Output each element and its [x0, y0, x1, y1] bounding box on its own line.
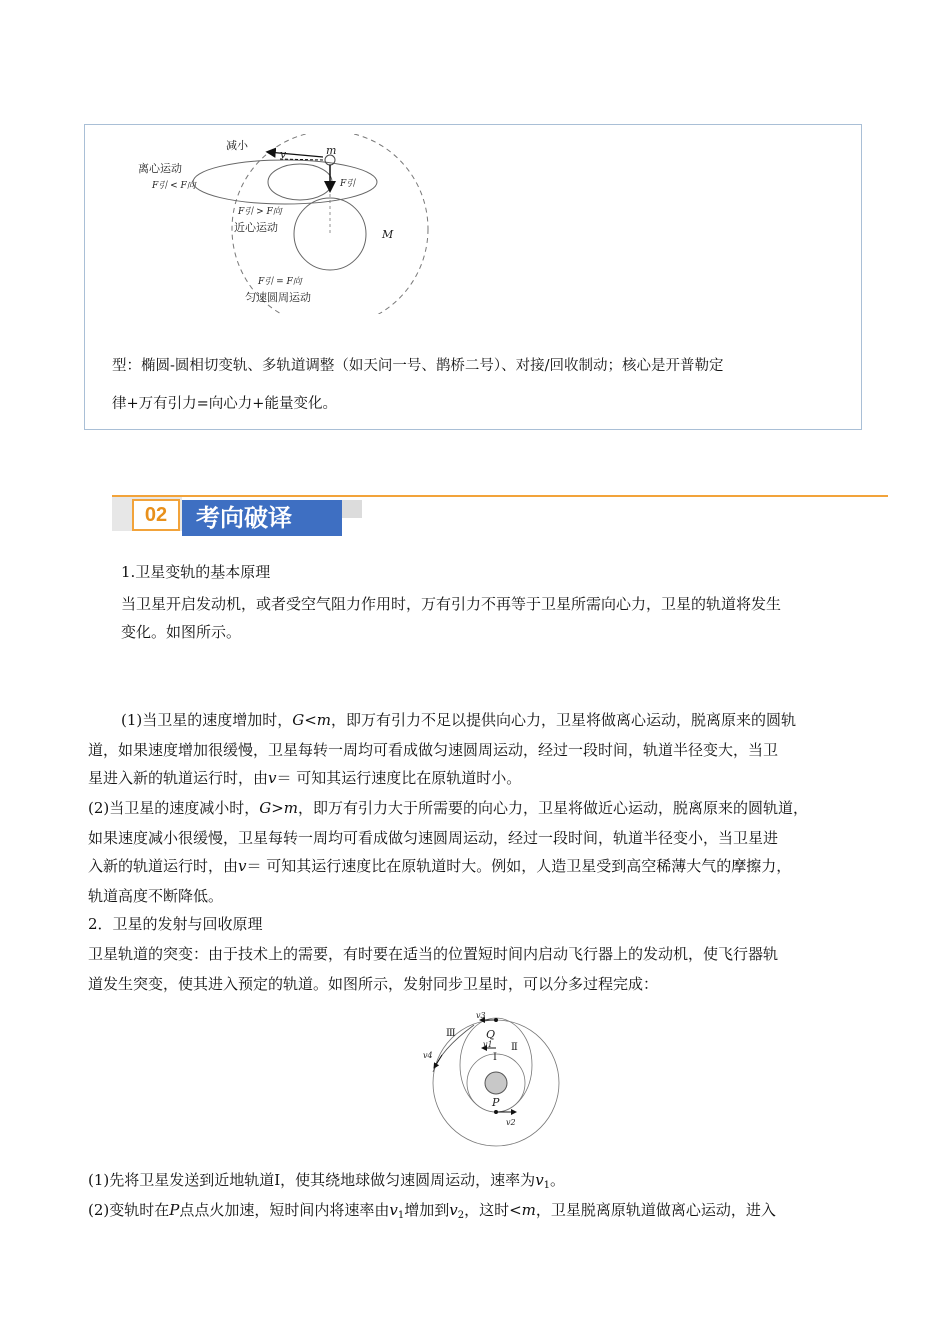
step1-line: (1)先将卫星发送到近地轨道Ⅰ，使其绕地球做匀速圆周运动，速率为$v_1$。 [88, 1171, 566, 1191]
label-II: Ⅱ [511, 1042, 518, 1053]
label-decrease: 减小 [226, 139, 248, 152]
para2-line4: 轨道高度不断降低。 [88, 887, 224, 905]
para2-line1: (2)当卫星的速度减小时，G>m，即万有引力大于所需要的向心力，卫星将做近心运动，脱离原来的圆轨道， [88, 799, 809, 817]
label-uniform-cond: F引 = F向 [258, 277, 302, 287]
label-F-gravity: F引 [340, 179, 356, 189]
step2-line: (2)变轨时在P点点火加速，短时间内将速率由$v_1$增加到$v_2$，这时<m，卫星脱离原轨道做离心运动，进入 [88, 1201, 776, 1221]
para1-line3: 星进入新的轨道运行时，由v＝ 可知其运行速度比在原轨道时小。 [88, 769, 522, 787]
section-header [112, 495, 888, 545]
section1-intro-line1: 当卫星开启发动机，或者受空气阻力作用时，万有引力不再等于卫星所需向心力，卫星的轨道将发生 [121, 595, 782, 613]
label-v2: v2 [506, 1118, 516, 1127]
label-m: m [326, 144, 337, 157]
box-text-line2: 律+万有引力=向心力+能量变化。 [112, 396, 337, 412]
label-v4: v4 [423, 1051, 433, 1060]
para1-line1: (1)当卫星的速度增加时，G<m，即万有引力不足以提供向心力，卫星将做离心运动，脱离原来的圆轨 [121, 711, 797, 729]
header-accent-line [112, 495, 888, 497]
label-v3: v3 [476, 1011, 486, 1020]
label-centrifugal: 离心运动 [138, 162, 182, 175]
label-v: v [280, 148, 287, 161]
label-I: Ⅰ [493, 1052, 497, 1063]
para1-line2: 道，如果速度增加很缓慢，卫星每转一周均可看成做匀速圆周运动，经过一段时间，轨道半径变大，当卫 [88, 741, 779, 759]
label-P: P [492, 1096, 500, 1109]
section2-line1: 卫星轨道的突变：由于技术上的需要，有时要在适当的位置短时间内启动飞行器上的发动机，使飞行器轨 [88, 945, 779, 963]
section-title: 考向破译 [182, 500, 342, 536]
centripetal-orbit [268, 164, 332, 200]
section-number: 02 [132, 499, 180, 531]
label-centripetal: 近心运动 [234, 221, 278, 234]
section2-heading: 2．卫星的发射与回收原理 [88, 915, 263, 933]
header-gray-bar [342, 500, 362, 518]
label-M: M [382, 228, 394, 241]
label-uniform: 匀速圆周运动 [245, 291, 311, 304]
box-text-line1: 型：椭圆-圆相切变轨、多轨道调整（如天问一号、鹊桥二号）、对接/回收制动；核心是开普勒定 [112, 358, 724, 374]
earth [485, 1072, 507, 1094]
label-Q: Q [486, 1028, 496, 1041]
orbit-change-diagram [130, 134, 440, 314]
section2-line2: 道发生突变，使其进入预定的轨道。如图所示，发射同步卫星时，可以分多过程完成： [88, 975, 659, 993]
section1-intro-line2: 变化。如图所示。 [121, 623, 242, 641]
label-v1: v1 [483, 1040, 493, 1049]
para2-line3: 入新的轨道运行时，由v＝ 可知其运行速度比在原轨道时大。例如，人造卫星受到高空稀薄大气的摩擦力， [88, 857, 792, 875]
satellite-launch-diagram [420, 1010, 570, 1148]
label-centripetal-cond: F引 > F向 [238, 207, 282, 217]
section1-heading: 1.卫星变轨的基本原理 [121, 563, 271, 581]
para2-line2: 如果速度减小很缓慢，卫星每转一周均可看成做匀速圆周运动，经过一段时间，轨道半径变小，当卫星进 [88, 829, 779, 847]
label-centrifugal-cond: F引 < F向 [152, 181, 196, 191]
label-III: Ⅲ [446, 1028, 456, 1039]
